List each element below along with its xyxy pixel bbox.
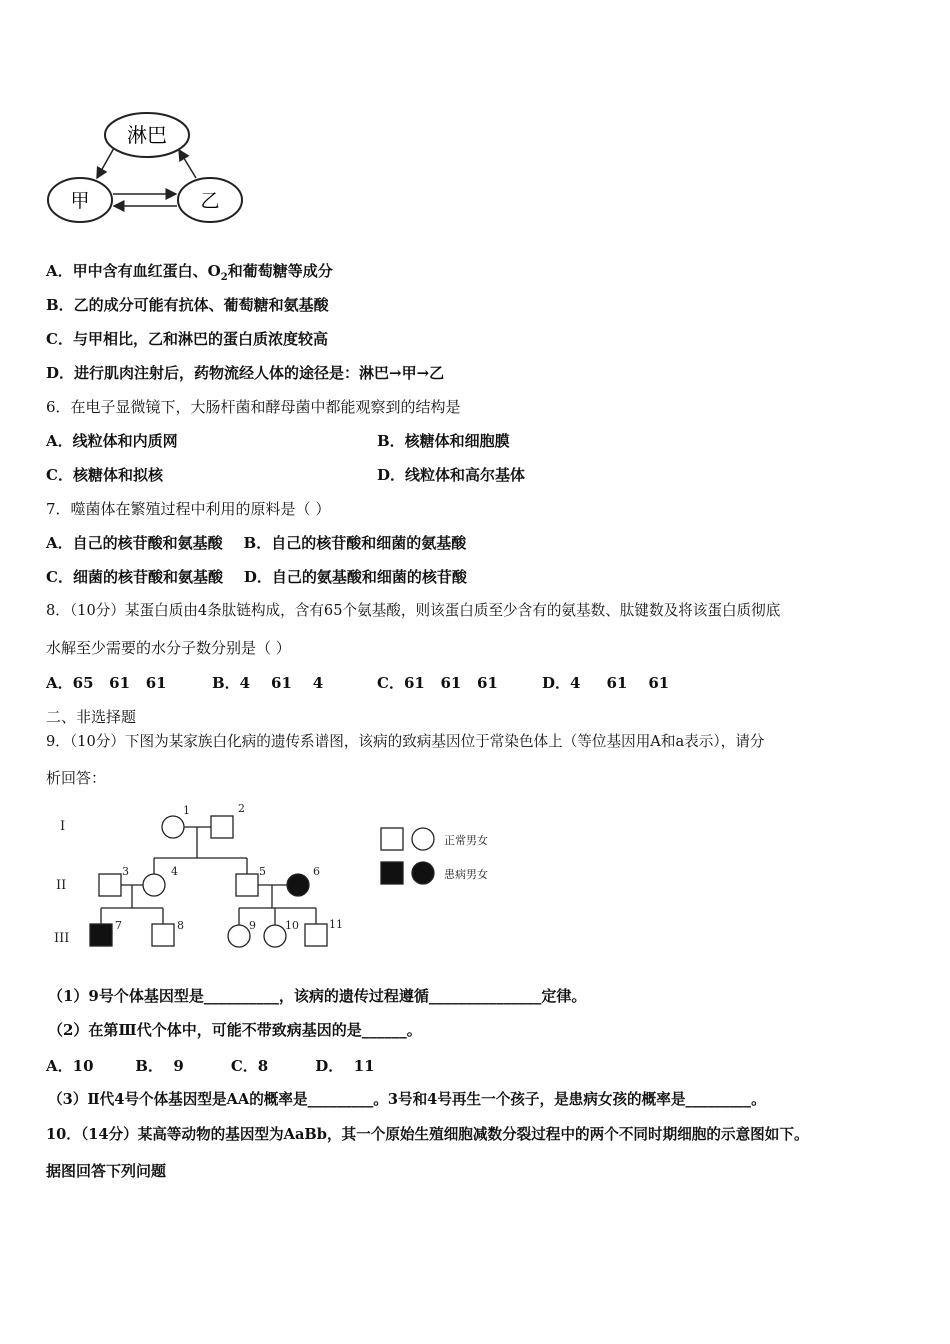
individual-11 <box>305 924 327 946</box>
q6-option-a: A．线粒体和内质网 <box>46 432 178 450</box>
legend-affected-male <box>381 862 403 884</box>
q9-part3: （3）Ⅱ代4号个体基因型是AA的概率是_________。3号和4号再生一个孩子，是患病女孩的概率是_________。 <box>48 1091 766 1108</box>
label-6: 6 <box>313 865 320 878</box>
q7-options-ab: A．自己的核苷酸和氨基酸 B．自己的核苷酸和细菌的氨基酸 <box>46 534 467 552</box>
lymph-label: 淋巴 <box>127 123 167 147</box>
q9-part2: （2）在第Ⅲ代个体中，可能不带致病基因的是______。 <box>48 1021 422 1039</box>
label-4: 4 <box>171 865 178 878</box>
legend-normal-label: 正常男女 <box>444 834 488 847</box>
label-3: 3 <box>122 865 129 878</box>
q8-option-a: A．65 61 61 <box>46 674 167 692</box>
q5-option-c: C．与甲相比，乙和淋巴的蛋白质浓度较高 <box>46 330 328 348</box>
q5-option-d: D．进行肌肉注射后，药物流经人体的途径是：淋巴→甲→乙 <box>46 364 445 382</box>
q8-stem-line1: 8．（10分）某蛋白质由4条肽链构成，含有65个氨基酸，则该蛋白质至少含有的氨基数、肽键数及将该蛋白质彻底 <box>46 602 781 619</box>
label-10: 10 <box>285 919 299 932</box>
label-9: 9 <box>249 919 256 932</box>
q5-option-a: A．甲中含有血红蛋白、$O_2$和葡萄糖等成分 <box>46 262 333 283</box>
individual-8 <box>152 924 174 946</box>
q8-option-c: C．61 61 61 <box>377 674 498 692</box>
individual-2 <box>211 816 233 838</box>
label-8: 8 <box>177 919 184 932</box>
jia-label: 甲 <box>70 190 90 212</box>
q6-option-d: D．线粒体和高尔基体 <box>377 466 526 484</box>
q8-stem-line2: 水解至少需要的水分子数分别是（ ） <box>46 639 291 657</box>
legend-normal-female <box>412 828 434 850</box>
section-heading: 二、非选择题 <box>46 708 137 726</box>
legend-affected-label: 患病男女 <box>444 868 488 881</box>
body-fluid-diagram <box>40 108 250 233</box>
q5-option-b: B．乙的成分可能有抗体、葡萄糖和氨基酸 <box>46 296 329 314</box>
individual-3 <box>99 874 121 896</box>
individual-5 <box>236 874 258 896</box>
individual-1 <box>162 816 184 838</box>
q6-option-c: C．核糖体和拟核 <box>46 466 163 484</box>
q7-stem: 7．噬菌体在繁殖过程中利用的原料是（ ） <box>46 500 331 518</box>
gen-label-1: I <box>60 819 66 834</box>
pedigree-chart <box>46 795 516 955</box>
gen-label-2: II <box>56 878 67 893</box>
q8-option-d: D．4 61 61 <box>542 674 670 692</box>
individual-9 <box>228 925 250 947</box>
legend-normal-male <box>381 828 403 850</box>
q9-stem-line2: 析回答： <box>46 769 107 787</box>
q6-option-b: B．核糖体和细胞膜 <box>377 432 510 450</box>
label-7: 7 <box>115 919 122 932</box>
q6-stem: 6．在电子显微镜下，大肠杆菌和酵母菌中都能观察到的结构是 <box>46 398 461 416</box>
arrow-lymph-to-jia <box>97 148 114 178</box>
label-11: 11 <box>329 918 343 931</box>
gen-label-3: III <box>54 931 70 946</box>
q8-option-b: B．4 61 4 <box>212 674 324 692</box>
q9-part2-options: A．10 B． 9 C．8 D． 11 <box>46 1057 375 1075</box>
individual-4 <box>143 874 165 896</box>
q10-stem-line2: 据图回答下列问题 <box>46 1162 167 1180</box>
label-5: 5 <box>259 865 266 878</box>
q9-part1: （1）9号个体基因型是__________，该病的遗传过程遵循_______________定律。 <box>48 987 587 1005</box>
legend-affected-female <box>412 862 434 884</box>
arrow-yi-to-lymph <box>179 150 196 178</box>
individual-10 <box>264 925 286 947</box>
individual-7 <box>90 924 112 946</box>
label-2: 2 <box>238 802 245 815</box>
q7-options-cd: C．细菌的核苷酸和氨基酸 D．自己的氨基酸和细菌的核苷酸 <box>46 568 467 586</box>
q10-stem-line1: 10．（14分）某高等动物的基因型为AaBb，其一个原始生殖细胞减数分裂过程中的两个不同时期细胞的示意图如下。 <box>46 1126 809 1143</box>
individual-6 <box>287 874 309 896</box>
label-1: 1 <box>183 804 190 817</box>
yi-label: 乙 <box>200 190 220 212</box>
q9-stem-line1: 9．（10分）下图为某家族白化病的遗传系谱图，该病的致病基因位于常染色体上（等位基因用A和a表示），请分 <box>46 733 765 750</box>
